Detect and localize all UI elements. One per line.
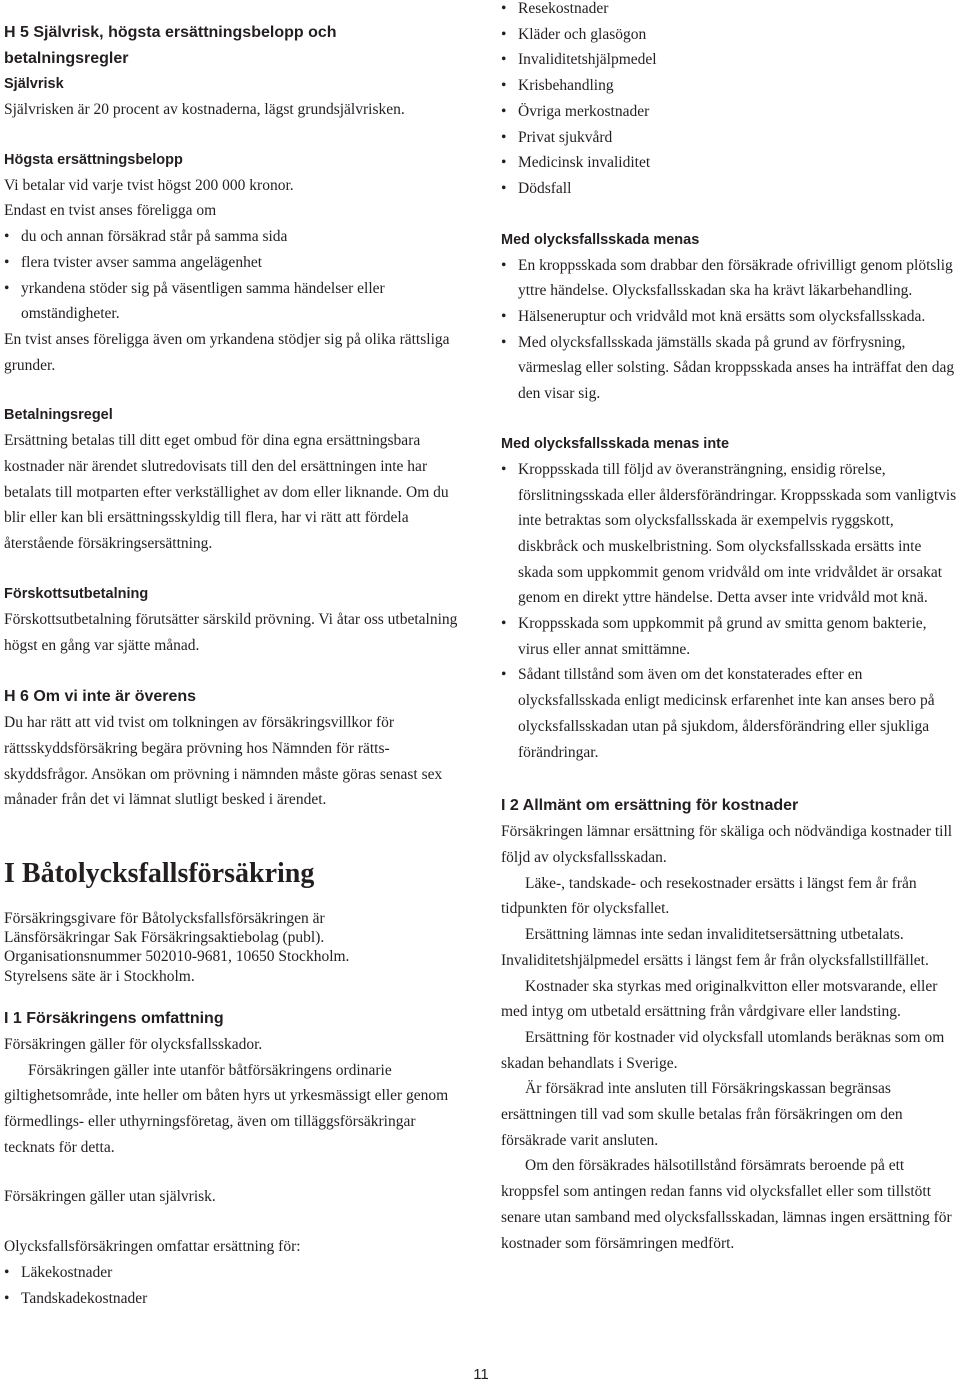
bullet: • — [501, 308, 507, 326]
list-item-text: Privat sjukvård — [518, 128, 613, 146]
bullet: • — [4, 1263, 10, 1281]
list-item — [4, 1260, 464, 1286]
bullet: • — [501, 128, 507, 146]
one-dispute-list — [4, 224, 464, 327]
not-accident-list — [501, 457, 957, 765]
insurer-line: Länsförsäkringar Sak Försäkringsaktiebolag (publ). — [4, 929, 325, 947]
list-item-text: En kroppsskada som drabbar den försäkrade ofrivilligt genom plötslig yttre händelse. Olycksfallsskadan ska ha krävt läkarbehandling. — [518, 256, 953, 300]
bullet: • — [501, 615, 507, 633]
bullet: • — [501, 25, 507, 43]
list-item — [501, 73, 957, 99]
i2-title: I 2 Allmänt om ersättning för kostnader — [501, 797, 799, 815]
list-item-text: Kroppsskada till följd av överansträngning, ensidig rörelse, förslitningsskada eller åldersförändringar. Kroppsskada som vanligtvis inte betraktas som olycksfallsskada är exempelvis ryggskott, diskbråck och muskelbristning. Som olycksfallsskada ersätts inte skada som uppkommit genom vridvåld om inte vridvåldet är orsakat genom en direkt yttre händelse. Detta avser inte vridvåld mot knä. — [518, 460, 957, 607]
self-risk-heading: Självrisk — [4, 76, 64, 92]
one-dispute-intro: Endast en tvist anses föreligga om — [4, 202, 217, 220]
bullet: • — [501, 154, 507, 172]
i1-text-2: Försäkringen gäller inte utanför båtförsäkringens ordinarie giltighetsområde, inte heller om båten hyrs ut yrkesmässigt eller genom förmedlings- eller uthyrningsföretag, även om tilläggsförsäkringar tecknats för detta. — [4, 1061, 449, 1156]
list-item-text: Kläder och glasögon — [518, 25, 647, 43]
list-item — [501, 457, 957, 611]
bullet: • — [501, 179, 507, 197]
left-column — [4, 0, 464, 1311]
list-item-text: Kroppsskada som uppkommit på grund av smitta genom bakterie, virus eller annat smittämne. — [518, 615, 927, 658]
list-item — [501, 176, 957, 202]
list-item-text: Tandskadekostnader — [21, 1289, 148, 1307]
bullet: • — [501, 460, 507, 478]
list-item-text: Medicinsk invaliditet — [518, 154, 651, 172]
list-item — [501, 150, 957, 176]
i1-title: I 1 Försäkringens omfattning — [4, 1009, 224, 1027]
i1-text-3: Försäkringen gäller utan självrisk. — [4, 1188, 216, 1206]
list-item — [4, 1286, 464, 1312]
max-amount-heading: Högsta ersättningsbelopp — [4, 151, 183, 168]
bullet: • — [501, 666, 507, 684]
advance-payment-heading: Förskottsutbetalning — [4, 585, 149, 602]
max-amount-text: Vi betalar vid varje tvist högst 200 000 kronor. — [4, 176, 294, 194]
i2-paragraph: Försäkringen lämnar ersättning för skäliga och nödvändiga kostnader till följd av olycksfallsskadan. — [501, 823, 953, 866]
list-item-text: Krisbehandling — [518, 77, 614, 95]
bullet: • — [4, 253, 10, 271]
accident-definition-list — [501, 253, 957, 407]
bullet: • — [501, 0, 507, 17]
advance-payment-text: Förskottsutbetalning förutsätter särskild prövning. Vi åtar oss utbetalning högst en gång var sjätte månad. — [4, 610, 458, 654]
list-item — [501, 330, 957, 407]
list-item-text: Sådant tillstånd som även om det konstaterades efter en olycksfallsskada enligt medicinsk erfarenhet inte kan anses bero på olycksfallsskadan utan på sjukdom, åldersförändring eller sjukliga förändringar. — [518, 666, 935, 761]
list-item — [4, 250, 464, 276]
self-risk-text: Självrisken är 20 procent av kostnaderna, lägst grundsjälvrisken. — [4, 101, 405, 118]
h6-title: H 6 Om vi inte är överens — [4, 688, 197, 706]
coverage-list-continued — [501, 0, 957, 202]
insurer-info — [4, 909, 464, 986]
bullet: • — [4, 228, 10, 246]
list-item — [501, 47, 957, 73]
list-item-text: Läkekostnader — [21, 1263, 113, 1281]
insurer-line: Försäkringsgivare för Båtolycksfallsförsäkringen är — [4, 910, 325, 928]
h6-text: Du har rätt att vid tvist om tolkningen av försäkringsvillkor för rättsskyddsförsäkring begära prövning hos Nämnden för rättsskyddsfrågor. Ansökan om prövning i nämnden måste göras senast sex månader från det vi lämnat slutligt besked i ärendet. — [4, 714, 443, 809]
i2-paragraph: Läke-, tandskade- och resekostnader ersätts i längst fem år från tidpunkten för olycksfallet. — [501, 874, 917, 918]
list-item — [501, 304, 957, 330]
dispute-legal-grounds: En tvist anses föreligga även om yrkandena stödjer sig på olika rättsliga grunder. — [4, 330, 450, 374]
i2-paragraph: Är försäkrad inte ansluten till Försäkringskassan begränsas ersättningen till vad som skulle betalas från försäkringen om den försäkrade varit ansluten. — [501, 1080, 903, 1149]
bullet: • — [501, 333, 507, 351]
page-number: 11 — [473, 1366, 489, 1383]
list-item-text: Dödsfall — [518, 179, 572, 197]
list-item-text: Hälseneruptur och vridvåld mot knä ersätts som olycksfallsskada. — [518, 308, 926, 326]
list-item — [501, 125, 957, 151]
i2-paragraph: Ersättning lämnas inte sedan invaliditetsersättning utbetalats. Invaliditetshjälpmedel ersätts i längst fem år från olycksfallstillfället. — [501, 926, 929, 969]
list-item — [501, 611, 957, 662]
i2-paragraph: Kostnader ska styrkas med originalkvitton eller motsvarande, eller med intyg om utbetald ersättning från vårdgivare eller landsting. — [501, 977, 938, 1021]
list-item-text: Resekostnader — [518, 0, 609, 17]
right-column — [501, 0, 957, 1256]
list-item — [4, 276, 464, 327]
i1-text-1: Försäkringen gäller för olycksfallsskador. — [4, 1035, 263, 1053]
list-item — [501, 662, 957, 765]
list-item — [4, 224, 464, 250]
list-item — [501, 253, 957, 304]
bullet: • — [501, 256, 507, 274]
h5-title: H 5 Självrisk, högsta ersättningsbelopp och betalningsregler — [4, 24, 337, 67]
payment-rule-text: Ersättning betalas till ditt eget ombud för dina egna ersättningsbara kostnader när ärendet slutredovisats till den del ersättningen inte har betalats till motparten efter verkställighet av dom eller liknande. Om du blir eller kan bli ersättningsskyldig till flera, har vi rätt att fördela återstående försäkringsersättning. — [4, 432, 449, 553]
accident-definition-heading: Med olycksfallsskada menas — [501, 231, 700, 248]
list-item — [501, 0, 957, 22]
payment-rule-heading: Betalningsregel — [4, 407, 113, 424]
bullet: • — [501, 102, 507, 120]
insurer-line: Styrelsens säte är i Stockholm. — [4, 967, 195, 985]
list-item-text: Övriga merkostnader — [518, 102, 650, 120]
list-item-text: Med olycksfallsskada jämställs skada på grund av förfrysning, värmeslag eller solsting. Sådan kroppsskada anses ha inträffat den dag den visar sig. — [518, 333, 955, 403]
i2-paragraph: Om den försäkrades hälsotillstånd försämrats beroende på ett kroppsfel som antingen redan fanns vid olycksfallet eller som tillstött senare utan samband med olycksfallsskadan, lämnas ingen ersättning för kostnader som försämringen medfört. — [501, 1157, 952, 1252]
bullet: • — [501, 51, 507, 69]
i2-paragraph: Ersättning för kostnader vid olycksfall utomlands beräknas som om skadan behandlats i Sverige. — [501, 1028, 945, 1072]
not-accident-heading: Med olycksfallsskada menas inte — [501, 435, 730, 452]
list-item-text: flera tvister avser samma angelägenhet — [21, 253, 262, 271]
bullet: • — [4, 279, 10, 297]
bullet: • — [501, 77, 507, 95]
bullet: • — [4, 1289, 10, 1307]
list-item — [501, 99, 957, 125]
section-title: I Båtolycksfallsförsäkring — [4, 858, 315, 890]
list-item-text: Invaliditetshjälpmedel — [518, 51, 657, 69]
insurer-line: Organisationsnummer 502010-9681, 10650 Stockholm. — [4, 948, 350, 966]
list-item — [501, 22, 957, 48]
list-item-text: du och annan försäkrad står på samma sida — [21, 228, 288, 246]
coverage-list-start — [4, 1260, 464, 1311]
list-item-text: yrkandena stöder sig på väsentligen samma händelser eller omständigheter. — [21, 279, 385, 323]
i1-text-4: Olycksfallsförsäkringen omfattar ersättning för: — [4, 1238, 301, 1256]
